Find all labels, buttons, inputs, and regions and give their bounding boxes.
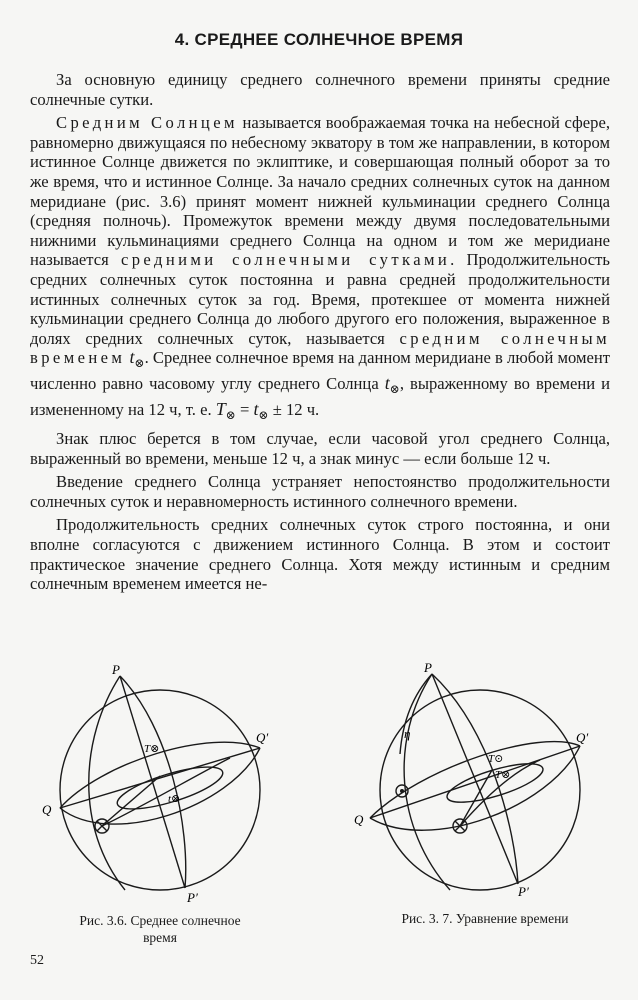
paragraph-3: Знак плюс берется в том случае, если часовой угол среднего Солнца, выраженный во времени, меньше 12 ч, а знак минус — если больше 12 ч. [30, 429, 610, 468]
p2-text-1: называется воображаемая точка на небесной сфере, равномерно движущаяся по небесному экватору в том же направлении, в котором истинное Солнце движется по эклиптике, и совершающая полный оборот за то же время, что и истинное Солнце. За начало средних солнечных суток на данном меридиане (рис. 3.6) принят момент нижней кульминации среднего Солнца (средняя полночь). Промежуток времени между двумя последовательными нижними кульминациями среднего Солнца на одном и том же меридиане называется [30, 113, 610, 270]
caption-figure-3-6 [30, 912, 290, 946]
true-sun-dot [400, 789, 404, 793]
label-q-prime: Q′ [576, 730, 589, 745]
label-p: P [424, 660, 432, 675]
paragraph-5: Продолжительность средних солнечных суток строго постоянна, и они вполне согласуются с движением истинного Солнца. В этом и состоит практическое значение среднего Солнца. Хотя между истинным и средним солнечным временем имеется не- [30, 515, 610, 594]
label-T-mean: T⊗ [495, 769, 511, 781]
section-heading: 4. СРЕДНЕЕ СОЛНЕЧНОЕ ВРЕМЯ [174, 30, 464, 49]
meridian-left [89, 676, 125, 890]
caption-figure-3-6-line1: Рис. 3.6. Среднее солнечное [79, 913, 241, 928]
p2-text-3: . Среднее солнечное время на данном меридиане в любой момент численно равно часовому углу среднего Солнца [30, 348, 610, 393]
label-q-prime: Q′ [256, 730, 269, 745]
label-q: Q [42, 802, 52, 817]
body-text [30, 70, 610, 598]
label-p: P [112, 662, 120, 677]
label-T: T⊗ [144, 743, 160, 755]
symbol-t-2: t [384, 372, 390, 393]
formula-equals: = [235, 399, 254, 419]
paragraph-2 [30, 113, 610, 425]
formula-T-sub: ⊗ [225, 407, 236, 422]
formula-t-sub: ⊗ [258, 407, 269, 422]
label-t: t⊗ [168, 793, 181, 805]
label-T-true: T⊙ [488, 753, 504, 765]
p2-text-2: . Продолжительность средних солнечных суток постоянна и равна средней продолжительности истинных солнечных суток за год. Время, протекшее от момента нижней кульминации среднего Солнца до любого другого его положения, выраженное в долях средних солнечных суток, называется [30, 250, 610, 348]
paragraph-1: За основную единицу среднего солнечного времени приняты средние солнечные сутки. [30, 70, 610, 109]
figure-3-6 [20, 658, 300, 908]
label-p-prime: P′ [518, 884, 529, 899]
equator-front [370, 746, 580, 830]
formula-t: t [253, 398, 259, 419]
label-p-prime: P′ [187, 890, 198, 905]
celestial-sphere [60, 690, 260, 890]
figure-3-7 [340, 658, 620, 908]
formula-end: ± 12 ч. [268, 399, 320, 419]
p2-text-4: , выраженному во времени и измененному на 12 ч, т. е. [30, 373, 611, 419]
symbol-t-sub: ⊗ [134, 356, 145, 371]
label-eta: η [404, 726, 411, 741]
formula-T: T [215, 398, 226, 419]
term-mean-solar-time: средним солнечным временем [30, 328, 610, 368]
symbol-t: t [129, 347, 135, 368]
horizon-line [370, 746, 580, 818]
paragraph-4: Введение среднего Солнца устраняет непостоянство продолжительности солнечных суток и неравномерность истинного солнечного времени. [30, 472, 610, 511]
symbol-t-2-sub: ⊗ [389, 381, 400, 396]
page-number: 52 [30, 953, 44, 968]
caption-figure-3-7: Рис. 3. 7. Уравнение времени [401, 911, 569, 926]
term-mean-solar-day: средними солнечными сутками [120, 250, 451, 270]
caption-figure-3-6-line2: время [143, 930, 177, 945]
label-q: Q [354, 812, 364, 827]
term-mean-sun: Средним Солнцем [56, 113, 238, 133]
